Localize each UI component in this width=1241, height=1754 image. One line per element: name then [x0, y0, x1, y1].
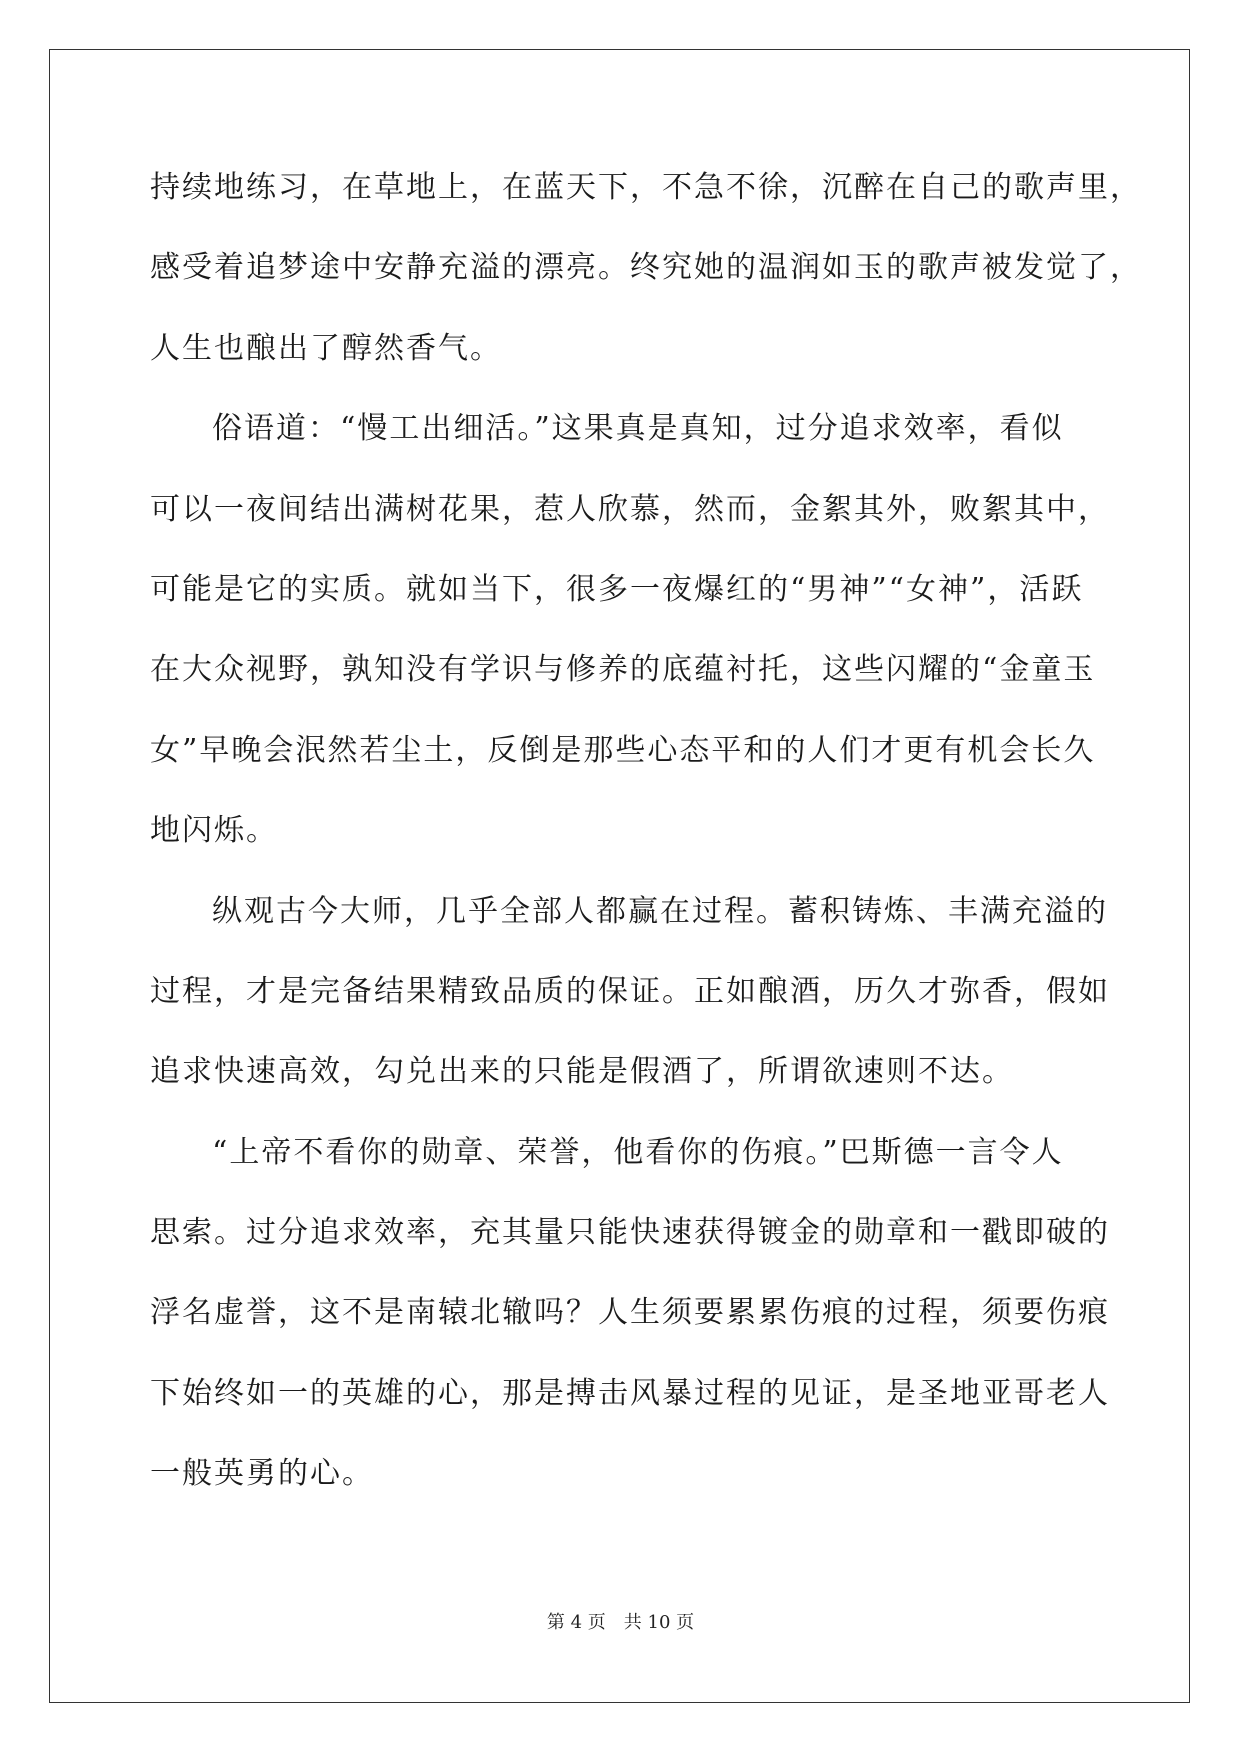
page-number: 第 4 页 — [546, 1612, 606, 1633]
text-line: 地闪烁。 — [150, 813, 278, 849]
page-total: 共 10 页 — [623, 1612, 695, 1633]
text-line: 纵观古今大师，几乎全部人都赢在过程。蓄积铸炼、丰满充溢的 — [212, 893, 1108, 929]
text-line: 浮名虚誉，这不是南辕北辙吗？人生须要累累伤痕的过程，须要伤痕 — [150, 1295, 1110, 1331]
text-line: 追求快速高效，勾兑出来的只能是假酒了，所谓欲速则不达。 — [150, 1054, 1014, 1090]
text-line: 人生也酿出了醇然香气。 — [150, 330, 502, 366]
text-line: “上帝不看你的勋章、荣誉，他看你的伤痕。”巴斯德一言令人 — [212, 1134, 1064, 1170]
text-line: 感受着追梦途中安静充溢的漂亮。终究她的温润如玉的歌声被发觉了， — [150, 250, 1142, 286]
text-line: 可能是它的实质。就如当下，很多一夜爆红的“男神”“女神”，活跃 — [150, 571, 1084, 607]
document-body — [150, 148, 1142, 1515]
text-line: 在大众视野，孰知没有学识与修养的底蕴衬托，这些闪耀的“金童玉 — [150, 652, 1096, 688]
text-line: 过程，才是完备结果精致品质的保证。正如酿酒，历久才弥香，假如 — [150, 973, 1110, 1009]
text-line: 可以一夜间结出满树花果，惹人欣慕，然而，金絮其外，败絮其中， — [150, 491, 1110, 527]
text-line: 俗语道：“慢工出细活。”这果真是真知，过分追求效率，看似 — [212, 411, 1064, 447]
text-line: 下始终如一的英雄的心，那是搏击风暴过程的见证，是圣地亚哥老人 — [150, 1375, 1110, 1411]
text-line: 女”早晚会泯然若尘土，反倒是那些心态平和的人们才更有机会长久 — [150, 732, 1096, 768]
page-footer — [0, 1608, 1241, 1634]
text-line: 一般英勇的心。 — [150, 1456, 374, 1492]
text-line: 持续地练习，在草地上，在蓝天下，不急不徐，沉醉在自己的歌声里， — [150, 170, 1142, 205]
text-line: 思索。过分追求效率，充其量只能快速获得镀金的勋章和一戳即破的 — [150, 1215, 1110, 1251]
